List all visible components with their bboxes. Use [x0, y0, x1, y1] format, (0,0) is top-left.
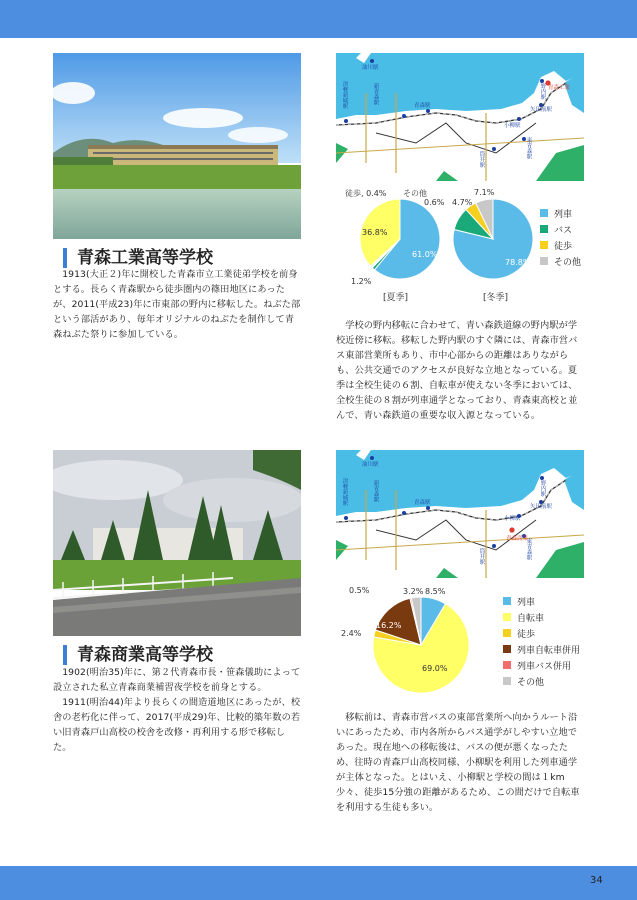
- summer-label-walk: 徒歩, 0.4%: [345, 189, 387, 198]
- legend-item-other: その他: [540, 253, 581, 269]
- section1-title: 青森工業高等学校: [63, 248, 213, 268]
- winter-label-train: 78.8%: [505, 258, 531, 267]
- legend2-item-walk: 徒歩: [503, 625, 580, 641]
- summer-caption: [夏季]: [383, 293, 409, 303]
- legend2-item-train-bus: 列車バス併用: [503, 657, 580, 673]
- map2-label-aomori: 青森駅: [414, 500, 431, 506]
- pie2-label-train-bicycle: 16.2%: [376, 621, 402, 630]
- section1-legend: [540, 205, 581, 269]
- map2-label-yadamae: 矢田前駅: [530, 504, 553, 510]
- section2-body-paragraph-2: 1911(明治44)年より長らくの間造道地区にあったが、校舎の老朽化に伴って、2017(平成29)年、比較的築年数の若い旧青森戸山高校の校舎を改修・再利用する形で移転した。: [53, 697, 301, 753]
- page-number: 34: [590, 875, 603, 886]
- map1-label-nonai: 野内駅: [539, 83, 546, 100]
- map2-label-tsugaru-shinjo: 津軽新城駅: [341, 478, 348, 506]
- map2-label-tsutsui: 筒井駅: [478, 548, 485, 565]
- legend2-item-train-bicycle: 列車自転車併用: [503, 641, 580, 657]
- map1-label-yadamae: 矢田前駅: [530, 107, 553, 113]
- pie2-label-train-bus: 3.2%: [403, 587, 424, 596]
- pie2-label-other: 0.5%: [349, 586, 370, 595]
- section2-route-map: [336, 450, 584, 578]
- map1-label-aomori: 青森駅: [414, 103, 431, 109]
- section2-legend: [503, 593, 580, 689]
- map1-label-higashi-aomori: 東青森駅: [525, 137, 532, 159]
- legend-item-walk: 徒歩: [540, 237, 581, 253]
- map1-label-koyanagi: 小柳駅: [504, 123, 521, 129]
- section2-pie-chart: [336, 583, 486, 703]
- aomori-technical-school-photo: [53, 53, 301, 239]
- header-band: [0, 0, 637, 38]
- summer-label-bus: 1.2%: [351, 277, 372, 286]
- pie2-label-bicycle: 69.0%: [422, 664, 448, 673]
- section2-title: 青森商業高等学校: [63, 645, 213, 665]
- pie2-label-walk: 2.4%: [341, 629, 362, 638]
- map1-label-tsutsui: 筒井駅: [478, 151, 485, 168]
- map2-label-school: 青森商業: [506, 536, 529, 542]
- map2-label-shin-aomori: 新青森駅: [372, 480, 379, 502]
- legend-item-bus: バス: [540, 221, 581, 237]
- map2-label-nonai: 野内駅: [539, 480, 546, 497]
- summer-label-other-val: 0.6%: [424, 198, 445, 207]
- summer-label-bicycle: 36.8%: [362, 228, 388, 237]
- section2-body-paragraph-1: 1902(明治35)年に、第２代青森市長・笹森儀助によって設立された私立青森商業補習夜学校を前身とする。: [53, 667, 301, 693]
- map2-label-higashi-aomori: 東青森駅: [525, 538, 532, 560]
- pie2-label-train: 8.5%: [425, 587, 446, 596]
- map2-label-koyanagi: 小柳駅: [504, 516, 521, 522]
- legend2-item-train: 列車: [503, 593, 580, 609]
- map1-label-aburakawa: 油川駅: [362, 65, 379, 71]
- section1-route-map: [336, 53, 584, 181]
- legend2-item-bicycle: 自転車: [503, 609, 580, 625]
- summer-label-other: その他: [403, 189, 427, 198]
- legend-item-train: 列車: [540, 205, 581, 221]
- section2-description: 移転前は、青森市営バスの東部営業所へ向かうルート沿いにあったため、市内各所からバス通学がしやすい立地であった。現在地への移転後は、バスの便が悪くなったため、往時の青森戸山高校同様、小柳駅を利用した列車通学が主体となった。とはいえ、小柳駅と学校の間は１km少々、徒歩15分強の距離があるため、この間だけで自転車を利用する生徒も多い。: [336, 712, 580, 813]
- aomori-commercial-school-photo: [53, 450, 301, 636]
- map1-label-tsugaru-shinjo: 津軽新城駅: [341, 81, 348, 109]
- legend2-item-other: その他: [503, 673, 580, 689]
- section2-body: [53, 665, 303, 755]
- map1-label-shin-aomori: 新青森駅: [372, 83, 379, 105]
- map1-label-school: 青森工業: [548, 85, 571, 91]
- section1-body: 1913(大正２)年に開校した青森市立工業徒弟学校を前身とする。長らく青森駅から徒歩圏内の篠田地区にあったが、2011(平成23)年に市東部の野内に移転した。ねぶた部という部活があり、毎年オリジナルのねぶたを制作して青森ねぶた祭りに参加している。: [53, 269, 301, 340]
- winter-label-walk: 4.7%: [452, 198, 473, 207]
- winter-caption: [冬季]: [483, 293, 509, 303]
- map2-label-aburakawa: 油川駅: [362, 462, 379, 468]
- section1-description: 学校の野内移転に合わせて、青い森鉄道線の野内駅が学校近傍に移転。移転した野内駅のすぐ隣には、青森市営バス東部営業所もあり、市中心部からの距離はありながらも、公共交通でのアクセスが良好な立地となっている。夏季は全校生徒の６割、自転車が使えない冬季においては、全校生徒の８割が列車通学となっており、青森東高校と並んで、青い森鉄道の重要な収入源となっている。: [336, 320, 578, 421]
- footer-band: [0, 866, 637, 900]
- summer-label-train: 61.0%: [412, 250, 438, 259]
- winter-label-other: 7.1%: [474, 188, 495, 197]
